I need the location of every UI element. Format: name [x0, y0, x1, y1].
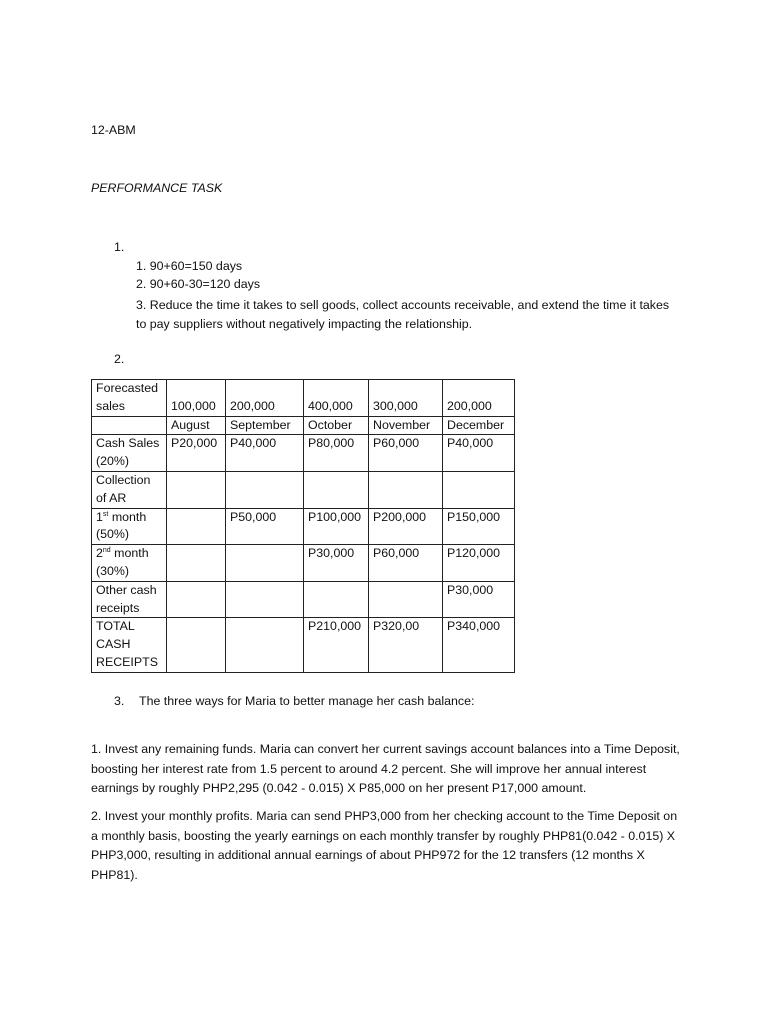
- question-3-number: 3.: [114, 694, 125, 708]
- table-cell-empty: [167, 471, 226, 508]
- second-month-nov: P60,000: [369, 545, 443, 582]
- first-month-oct: P100,000: [304, 508, 369, 545]
- forecast-value-dec: 200,000: [443, 380, 515, 417]
- month-header-oct: October: [304, 416, 369, 435]
- table-row: [92, 435, 515, 472]
- cash-sales-dec: P40,000: [443, 435, 515, 472]
- table-row: [92, 581, 515, 618]
- second-month-sep: [226, 545, 304, 582]
- forecast-value-nov: 300,000: [369, 380, 443, 417]
- second-month-word: month: [114, 546, 149, 561]
- cash-sales-nov: P60,000: [369, 435, 443, 472]
- cash-sales-label-line2: (20%): [96, 454, 130, 469]
- cash-receipts-table: [91, 379, 515, 673]
- second-month-dec: P120,000: [443, 545, 515, 582]
- other-receipts-nov: [369, 581, 443, 618]
- other-receipts-oct: [304, 581, 369, 618]
- forecast-value-sep: 200,000: [226, 380, 304, 417]
- first-month-nov: P200,000: [369, 508, 443, 545]
- q3-paragraph-2: 2. Invest your monthly profits. Maria can send PHP3,000 from her checking account to the Time Deposit on a monthly basis, boosting the yearly earnings on each monthly transfer by roughly PHP81(0.042 - 0.015) X PHP3,000, resulting in additional annual earnings of about PHP972 for the 12 transfers (12 months X PHP81).: [91, 809, 678, 882]
- q1-item-1: 1. 90+60=150 days: [136, 259, 243, 273]
- table-row: [92, 545, 515, 582]
- second-month-ordinal: 2: [96, 546, 103, 561]
- month-header-sep: September: [226, 416, 304, 435]
- first-month-aug: [167, 508, 226, 545]
- month-header-nov: November: [369, 416, 443, 435]
- second-month-label: [92, 545, 167, 582]
- q3-paragraph-1: 1. Invest any remaining funds. Maria can convert her current savings account balances into a Time Deposit, boosting her interest rate from 1.5 percent to around 4.2 percent. She will improve her annual interest earnings by roughly PHP2,295 (0.042 - 0.015) X P85,000 on her present P17,000 amount.: [91, 742, 680, 795]
- question-2-number: 2.: [114, 352, 125, 366]
- total-receipts-label: TOTAL CASH RECEIPTS: [92, 618, 167, 672]
- first-month-pct: (50%): [96, 527, 130, 542]
- first-month-dec: P150,000: [443, 508, 515, 545]
- second-month-oct: P30,000: [304, 545, 369, 582]
- table-cell-empty: [369, 471, 443, 508]
- second-month-suffix: nd: [102, 547, 111, 555]
- month-header-blank: [92, 416, 167, 435]
- total-dec: P340,000: [443, 618, 515, 672]
- first-month-sep: P50,000: [226, 508, 304, 545]
- table-cell-empty: [443, 471, 515, 508]
- table-row: [92, 416, 515, 435]
- total-aug: [167, 618, 226, 672]
- cash-sales-label: [92, 435, 167, 472]
- q1-item-2: 2. 90+60-30=120 days: [136, 277, 261, 291]
- total-nov: P320,00: [369, 618, 443, 672]
- month-header-dec: December: [443, 416, 515, 435]
- cash-sales-sep: P40,000: [226, 435, 304, 472]
- first-month-ordinal: 1: [96, 509, 103, 524]
- table-row: [92, 508, 515, 545]
- second-month-aug: [167, 545, 226, 582]
- second-month-pct: (30%): [96, 563, 130, 578]
- q1-item-3: 3. Reduce the time it takes to sell goods, collect accounts receivable, and extend the time it takes to pay suppliers without negatively impacting the relationship.: [136, 298, 670, 331]
- table-row: [92, 380, 515, 417]
- cash-sales-aug: P20,000: [167, 435, 226, 472]
- document-title: PERFORMANCE TASK: [91, 181, 223, 195]
- total-oct: P210,000: [304, 618, 369, 672]
- other-receipts-aug: [167, 581, 226, 618]
- forecast-label-cell: Forecasted sales: [92, 380, 167, 417]
- first-month-word: month: [111, 509, 147, 524]
- cash-sales-oct: P80,000: [304, 435, 369, 472]
- section-label: 12-ABM: [91, 123, 136, 137]
- first-month-suffix: st: [102, 510, 109, 518]
- table-row: [92, 471, 515, 508]
- question-3-heading: The three ways for Maria to better manage her cash balance:: [139, 694, 475, 708]
- table-row: [92, 618, 515, 672]
- total-sep: [226, 618, 304, 672]
- cash-sales-label-line1: Cash Sales: [96, 436, 160, 451]
- table-cell-empty: [304, 471, 369, 508]
- other-receipts-sep: [226, 581, 304, 618]
- forecast-value-oct: 400,000: [304, 380, 369, 417]
- other-receipts-label: Other cash receipts: [92, 581, 167, 618]
- month-header-aug: August: [167, 416, 226, 435]
- other-receipts-dec: P30,000: [443, 581, 515, 618]
- forecast-value-aug: 100,000: [167, 380, 226, 417]
- first-month-label: [92, 508, 167, 545]
- table-cell-empty: [226, 471, 304, 508]
- question-1-number: 1.: [114, 240, 125, 254]
- collection-ar-label: Collection of AR: [92, 471, 167, 508]
